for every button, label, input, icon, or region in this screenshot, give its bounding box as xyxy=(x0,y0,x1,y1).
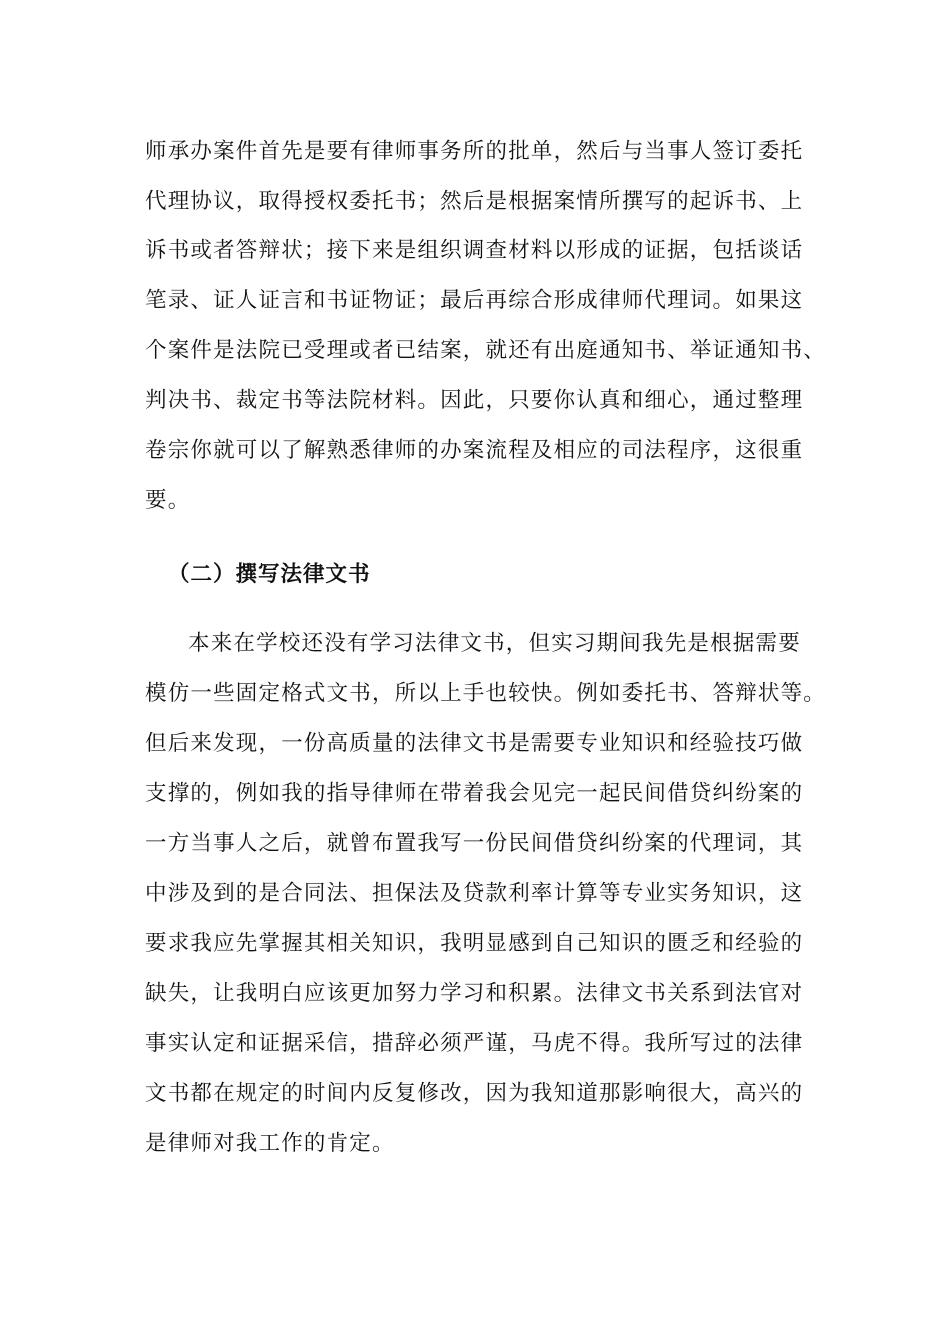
paragraph-line: 文书都在规定的时间内反复修改，因为我知道那影响很大，高兴的 xyxy=(145,1081,804,1106)
paragraph-line: 一方当事人之后，就曾布置我写一份民间借贷纠纷案的代理词，其 xyxy=(145,831,804,856)
paragraph-line: 要求我应先掌握其相关知识，我明显感到自己知识的匮乏和经验的 xyxy=(145,931,804,956)
paragraph-line: 卷宗你就可以了解熟悉律师的办案流程及相应的司法程序，这很重 xyxy=(145,438,804,463)
paragraph-line: 个案件是法院已受理或者已结案，就还有出庭通知书、举证通知书、 xyxy=(145,338,827,363)
paragraph-line: 支撑的，例如我的指导律师在带着我会见完一起民间借贷纠纷案的 xyxy=(145,781,804,806)
paragraph-line: 笔录、证人证言和书证物证；最后再综合形成律师代理词。如果这 xyxy=(145,288,804,313)
paragraph-line: 判决书、裁定书等法院材料。因此，只要你认真和细心，通过整理 xyxy=(145,388,804,413)
paragraph-line: 模仿一些固定格式文书，所以上手也较快。例如委托书、答辩状等。 xyxy=(145,681,827,706)
paragraph-line: 中涉及到的是合同法、担保法及贷款利率计算等专业实务知识，这 xyxy=(145,881,804,906)
paragraph-line: 代理协议，取得授权委托书；然后是根据案情所撰写的起诉书、上 xyxy=(145,189,804,214)
paragraph-line: 但后来发现，一份高质量的法律文书是需要专业知识和经验技巧做 xyxy=(145,731,804,756)
paragraph-line: 要。 xyxy=(145,488,191,513)
paragraph-line: 诉书或者答辩状；接下来是组织调查材料以形成的证据，包括谈话 xyxy=(145,238,804,263)
section-heading: （二）撰写法律文书 xyxy=(168,562,371,587)
paragraph-line: 师承办案件首先是要有律师事务所的批单，然后与当事人签订委托 xyxy=(145,139,804,164)
paragraph-line: 是律师对我工作的肯定。 xyxy=(145,1131,395,1156)
paragraph-line: 缺失，让我明白应该更加努力学习和积累。法律文书关系到法官对 xyxy=(145,981,804,1006)
paragraph-line: 本来在学校还没有学习法律文书，但实习期间我先是根据需要 xyxy=(188,631,801,656)
paragraph-line: 事实认定和证据采信，措辞必须严谨，马虎不得。我所写过的法律 xyxy=(145,1031,804,1056)
